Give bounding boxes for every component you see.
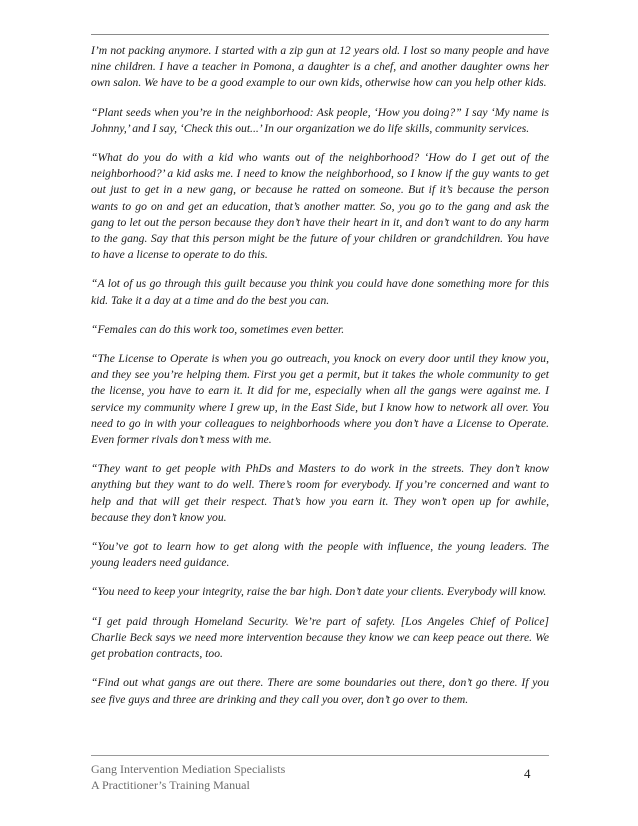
paragraph: “They want to get people with PhDs and Masters to do work in the streets. They don’t know anything but they want to do well. There’s room for everybody. If you’re concerned and want to help and that will get their respect. That’s how you earn it. They won’t open up for awhile, because they don’t know you. bbox=[91, 462, 549, 524]
footer-line-1: Gang Intervention Mediation Specialists bbox=[91, 762, 286, 776]
footer-rule bbox=[91, 755, 549, 756]
paragraph: “Plant seeds when you’re in the neighborhood: Ask people, ‘How you doing?” I say ‘My name is Johnny,’ and I say, ‘Check this out...’ In our organization we do life skills, community services. bbox=[91, 105, 549, 135]
paragraph: I’m not packing anymore. I started with a zip gun at 12 years old. I lost so many people and have nine children. I have a teacher in Pomona, a daughter is a chef, and another daughter owns her own salon. We have to be a good example to our own kids, otherwise how can you help other kids. bbox=[91, 44, 549, 90]
paragraph: “You’ve got to learn how to get along with the people with influence, the young leaders. The young leaders need guidance. bbox=[91, 540, 549, 570]
paragraph: “Find out what gangs are out there. There are some boundaries out there, don’t go there. If you see five guys and three are drinking and they call you over, don’t go over to them. bbox=[91, 676, 549, 706]
header-rule bbox=[91, 34, 549, 35]
paragraph: “What do you do with a kid who wants out of the neighborhood? ‘How do I get out of the neighborhood?’ a kid asks me. I need to know the neighborhood, so I know if the guy wants to get out just to get in a new gang, or because he ratted on someone. But if it’s because the person wants to go on and get an education, that’s another matter. So, you go to the gang and ask the gang to let out the person because they don’t have their heart in it, and don’t want to do any harm to the gang. Say that this person might be the future of your children or grandchildren. You have to have a license to operate to do this. bbox=[91, 151, 549, 262]
paragraph: “A lot of us go through this guilt because you think you could have done something more for this kid. Take it a day at a time and do the best you can. bbox=[91, 277, 549, 307]
footer-title bbox=[91, 761, 285, 793]
paragraph: “Females can do this work too, sometimes even better. bbox=[91, 322, 345, 336]
page-number: 4 bbox=[524, 766, 531, 781]
paragraph: “The License to Operate is when you go outreach, you knock on every door until they know you, and they see you’re helping them. First you get a permit, but it takes the whole community to get the license, you have to earn it. It did for me, especially when all the gangs were against me. I service my community where I grew up, in the East Side, but I know how to network all over. You need to go in with your colleagues to neighborhoods where you don’t have a License to Operate. Even former rivals don’t mess with me. bbox=[91, 352, 549, 447]
paragraph: “You need to keep your integrity, raise the bar high. Don’t date your clients. Everybody will know. bbox=[91, 585, 547, 599]
body-text bbox=[91, 43, 549, 721]
footer-line-2: A Practitioner’s Training Manual bbox=[91, 778, 250, 792]
paragraph: “I get paid through Homeland Security. We’re part of safety. [Los Angeles Chief of Police] Charlie Beck says we need more intervention because they know we can keep peace out there. We get probation contracts, too. bbox=[91, 614, 549, 661]
